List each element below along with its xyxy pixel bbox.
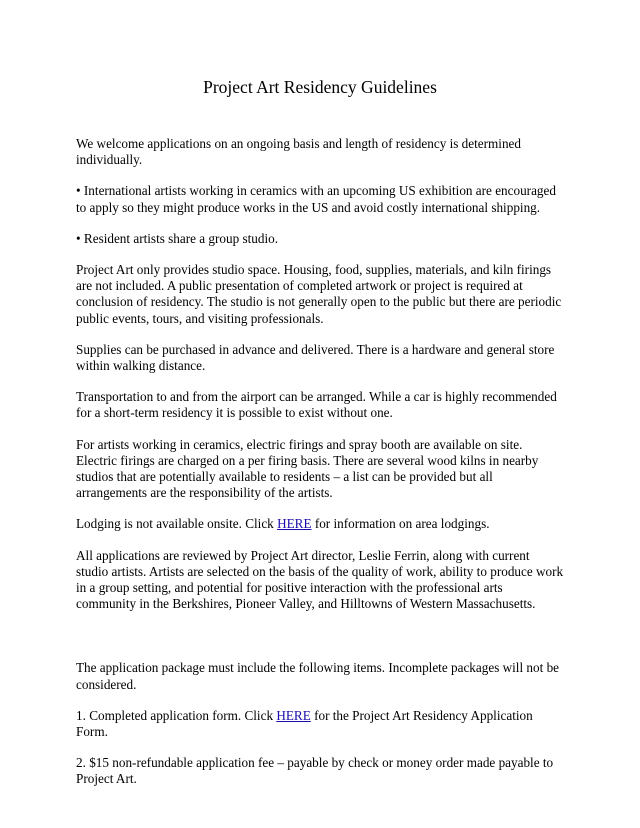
application-package-paragraph: The application package must include the following items. Incomplete packages will not be considered. [76,660,560,692]
intro-paragraph: We welcome applications on an ongoing basis and length of residency is determined individually. [76,136,521,168]
item-application-form [76,708,564,740]
lodging-here-link[interactable]: HERE [277,516,312,532]
lodging-text-after: for information on area lodgings. [311,516,490,532]
lodging-paragraph [76,516,564,532]
transportation-paragraph: Transportation to and from the airport can be arranged. While a car is highly recommended for a short-term residency it is possible to exist without one. [76,389,557,421]
item-application-fee: 2. $15 non-refundable application fee – payable by check or money order made payable to Project Art. [76,755,554,787]
bullet-group-studio: • Resident artists share a group studio. [76,230,279,246]
item1-text-after: for the Project Art Residency Application Form. [76,707,533,740]
ceramics-paragraph: For artists working in ceramics, electric firings and spray booth are available on site. Electric firings are charged on a per firing basis. There are several wood kilns in nearby studios that are potentially available to residents – a list can be provided but all arrangements are the responsibility of the artists. [76,436,539,501]
application-form-here-link[interactable]: HERE [276,707,311,723]
lodging-text-before: Lodging is not available onsite. Click [76,516,278,532]
review-paragraph: All applications are reviewed by Project Art director, Leslie Ferrin, along with current studio artists. Artists are selected on the basis of the quality of work, ability to produce work in a group setting, and potential for positive interaction with the professional arts community in the Berkshires, Pioneer Valley, and Hilltowns of Western Massachusetts. [76,547,564,612]
page-title: Project Art Residency Guidelines [203,77,437,97]
studio-space-paragraph: Project Art only provides studio space. Housing, food, supplies, materials, and kiln firings are not included. A public presentation of completed artwork or project is required at conclusion of residency. The studio is not generally open to the public but there are periodic public events, tours, and visiting professionals. [76,262,562,326]
item1-text-before: 1. Completed application form. Click [76,707,277,723]
bullet-international-artists: • International artists working in ceramics with an upcoming US exhibition are encouraged to apply so they might produce works in the US and avoid costly international shipping. [76,183,556,215]
supplies-paragraph: Supplies can be purchased in advance and delivered. There is a hardware and general store within walking distance. [76,341,555,374]
